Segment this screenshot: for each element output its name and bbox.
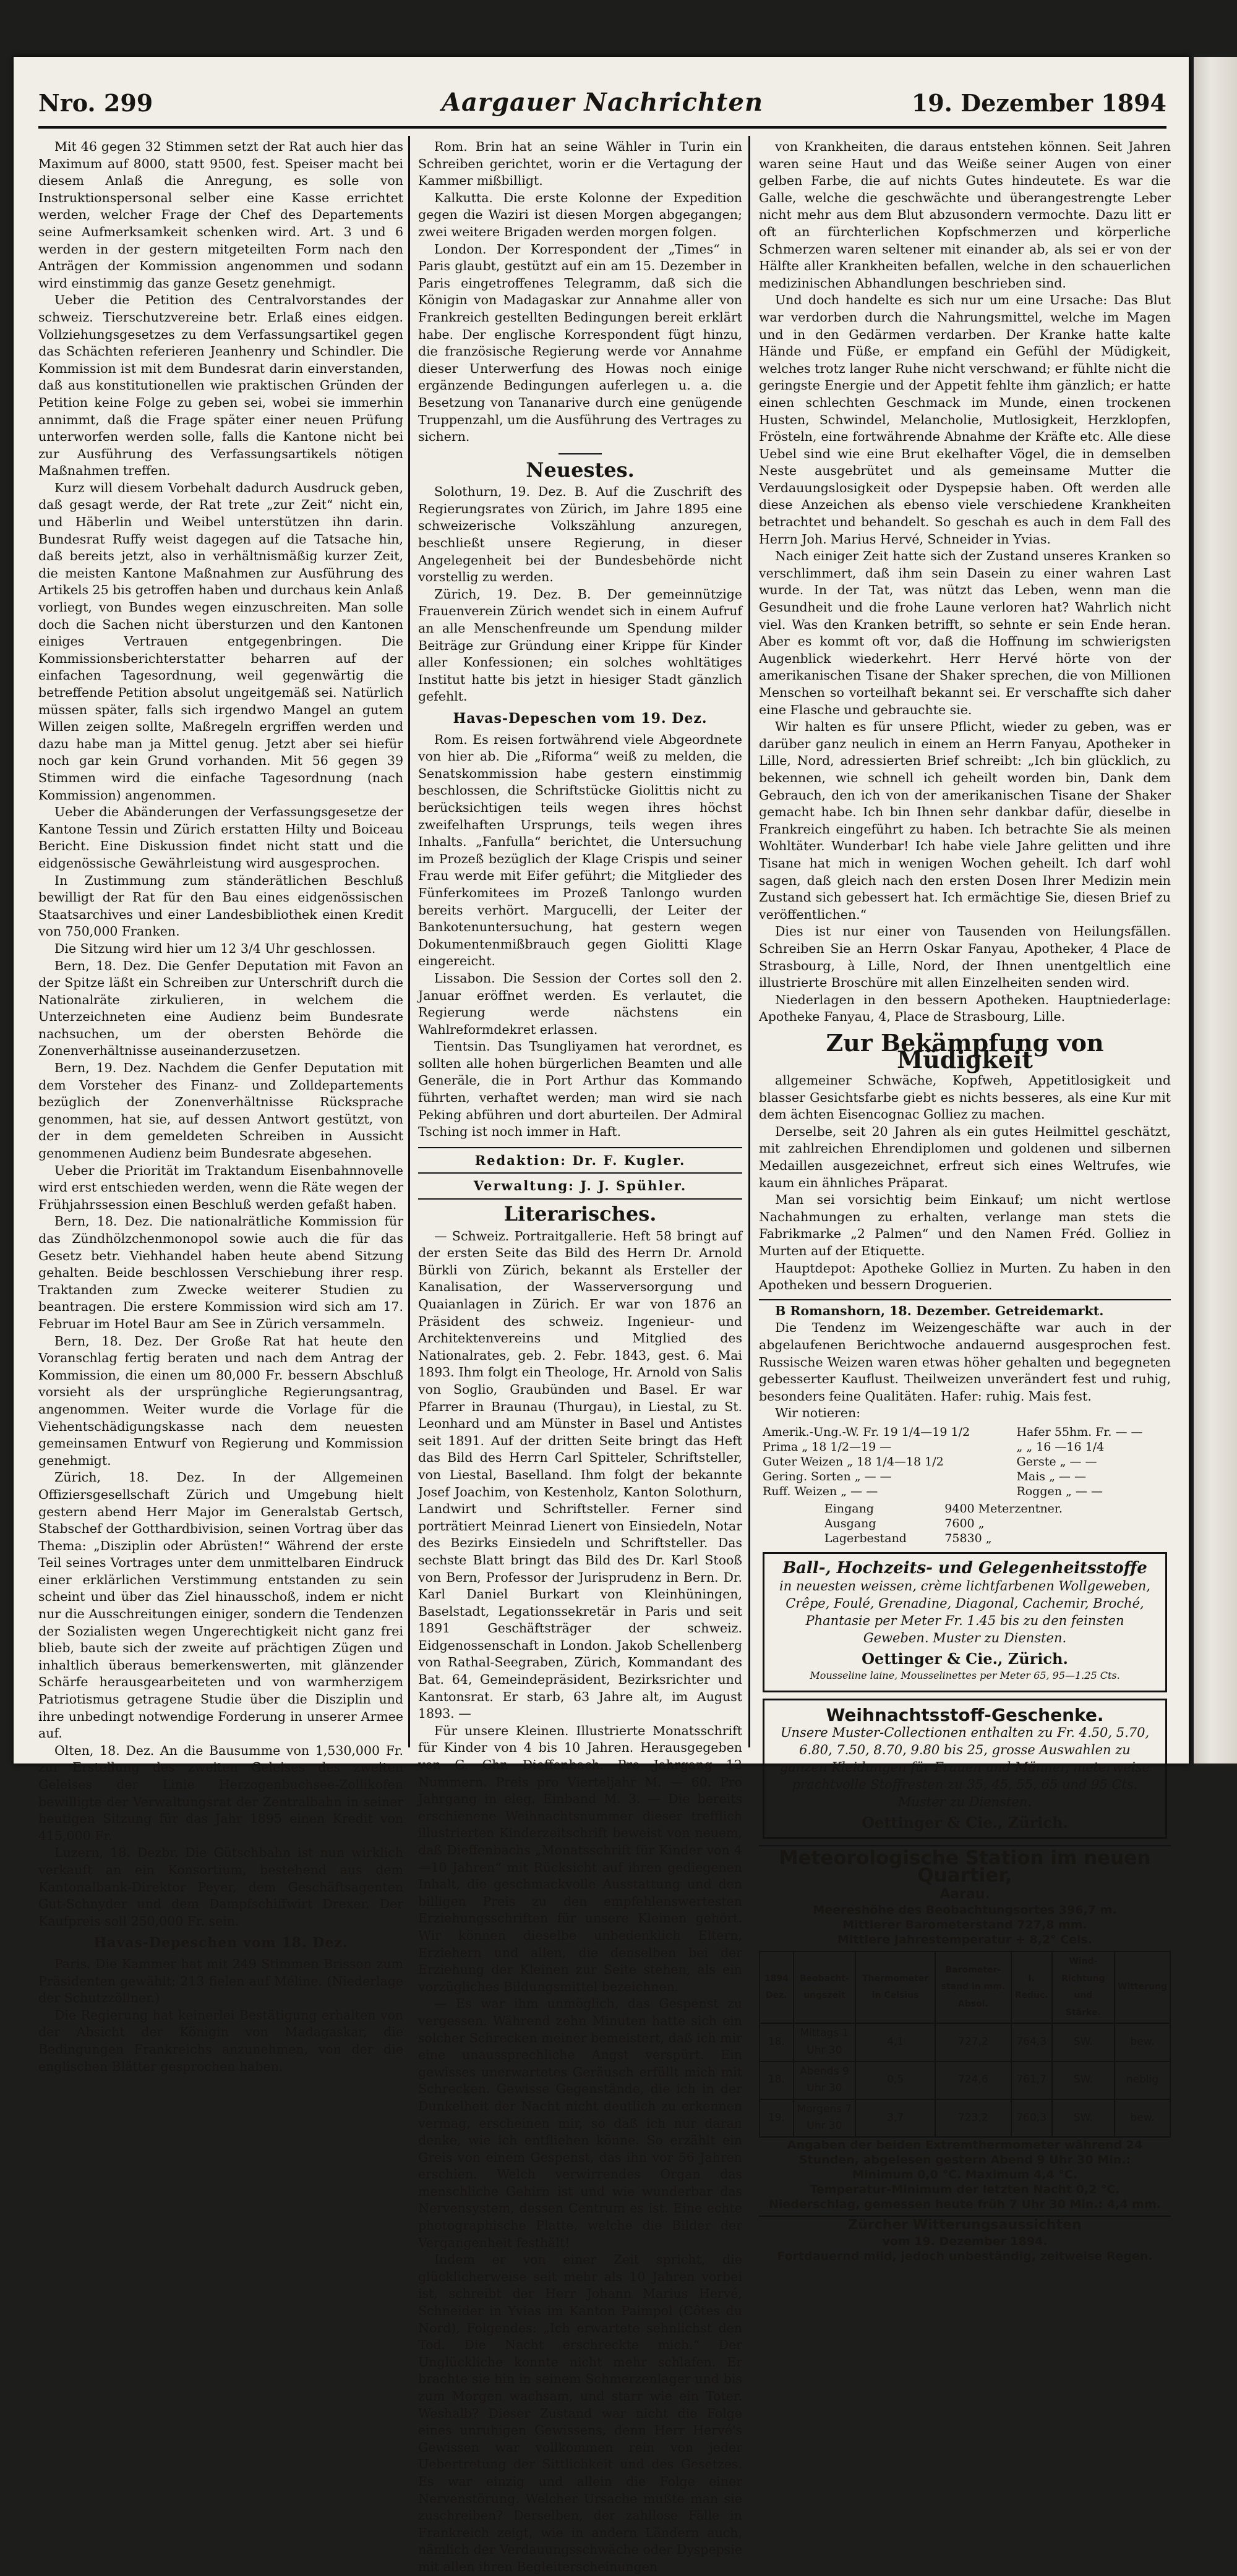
weather-station-title: Meteorologische Station im neuen Quartier, bbox=[779, 1847, 1151, 1887]
table-cell: SW. bbox=[1052, 2023, 1115, 2061]
article-paragraph: Wir halten es für unsere Pflicht, wieder zu geben, was er darüber ganz neulich in einem an Herrn Fanyau, Apotheker in Lille, Nord, adressierten Brief schreibt: „Ich bin glücklich, zu bekennen, wie schnell ich geheilt worden bin, Dank dem Gebrauch, den ich von der amerikanischen Tisane der Shaker gemacht habe. Ich bin Ihnen sehr dankbar dafür, dieselbe in Frankreich eingeführt zu haben. Ich betrachte Sie als meinen Wohltäter. Wunderbar! Ich habe viele Jahre gelitten und ihre Tisane hat mich in wenigen Wochen geheilt. Ich darf wohl sagen, daß gleich nach den ersten Dosen Ihrer Medizin mein Zustand sich gebessert hat. Ich ermächtige Sie, diesen Brief zu veröffentlichen.“ bbox=[759, 719, 1171, 922]
havas-18-heading: Havas-Depeschen vom 18. Dez. bbox=[93, 1935, 348, 1951]
price-cell: Prima „ 18 1/2—19 — bbox=[763, 1439, 892, 1454]
table-row bbox=[821, 1501, 1109, 1516]
column-header: Witterung bbox=[1115, 1951, 1170, 2023]
article-paragraph: von Krankheiten, die daraus entstehen können. Seit Jahren waren seine Haut und das Weiße seiner Augen von einer gelben Farbe, die auf nichts Gutes hindeutete. Es war die Galle, welche die geschwächte und überangestrengte Leber nicht mehr aus dem Blut abzusondern vermochte. Dazu litt er oft an fürchterlichen Kopfschmerzen und körperliche Schmerzen waren seltener mit einander ab, als sei er von der Hälfte aller Krankheiten befallen, welche in den schauerlichen medizinischen Abhandlungen beschrieben sind. bbox=[759, 139, 1171, 291]
traffic-label: Lagerbestand bbox=[824, 1531, 907, 1545]
table-cell: 760,3 bbox=[1011, 2099, 1052, 2137]
ballstoffe-ad bbox=[763, 1552, 1167, 1692]
ad-paragraph: allgemeiner Schwäche, Kopfweh, Appetitlosigkeit und blasser Gesichtsfarbe giebt es nichts besseres, als eine Kur mit dem ächten Eisencognac Golliez zu machen. bbox=[759, 1073, 1171, 1122]
header-rule bbox=[38, 126, 1166, 129]
column-divider bbox=[748, 136, 750, 1747]
extremes-line: Angaben der beiden Extremthermometer während 24 Stunden, abgelesen gestern Abend 9 Uhr 30 Min.: bbox=[787, 2138, 1143, 2167]
article-paragraph: Zürich, 18. Dez. In der Allgemeinen Offiziersgesellschaft Zürich und Umgebung hielt gestern abend Herr Major im Generalstab Gertsch, Stabschef der Gotthardbivision, seinen Vortrag über das Thema: „Disziplin oder Abrüsten!“ Während der erste Teil seines Vortrages unter dem unmittelbaren Eindruck einer erklärlichen Verstimmung entstanden zu sein scheint und über das Ziel hinausschoß, indem er nicht nur die Ausschreitungen einiger, sondern die Tendenzen der Sozialisten wegen Ungerechtigkeit nicht ganz frei blieb, baute sich der zweite auf prächtigen Zügen und inhaltlich überaus bemerkenswerten, mit glänzender Schärfe herausgearbeiteten und von warmherzigem Patriotismus getragene Studie über die Disziplin und ihre unbedingt notwendige Forderung in unserer Armee auf. bbox=[38, 1470, 403, 1741]
ad-signature: Oettinger & Cie., Zürich. bbox=[862, 1649, 1068, 1668]
newspaper-page bbox=[14, 57, 1189, 2574]
table-row bbox=[760, 2062, 1170, 2099]
grain-market bbox=[759, 1299, 1171, 1546]
table-cell: 19. bbox=[760, 2099, 794, 2137]
article-paragraph: In Zustimmung zum ständerätlichen Beschluß bewilligt der Rat für den Bau eines eidgenössischen Staatsarchives und einer Landesbibliothek einen Kredit von 750,000 Franken. bbox=[38, 872, 403, 939]
article-paragraph: Die Sitzung wird hier um 12 3/4 Uhr geschlossen. bbox=[54, 940, 376, 956]
article-paragraph: Und doch handelte es sich nur um eine Ursache: Das Blut war verdorben durch die Nahrungsmittel, welche im Magen und in den Gedärmen verdarben. Der Kranke hatte kalte Hände und Füße, er empfand ein Gefühl der Müdigkeit, welches trotz langer Ruhe nicht verschwand; er fühlte nicht die geringste Energie und der Appetit fehlte ihm gänzlich; er hatte einen schlechten Geschmack im Munde, einen trockenen Husten, Schwindel, Melancholie, Mutlosigkeit, Herzklopfen, Frösteln, eine fortwährende Abnahme der Kräfte etc. Alle diese Uebel sind wie eine Brut ekelhafter Vögel, die in demselben Neste ausgebrütet und als gemeinsame Mutter die Verdauungslosigkeit oder Dyspepsie haben. Oft werden alle diese Anzeichen als ebenso viele verschiedene Krankheiten betrachtet und behandelt. So geschah es auch in dem Fall des Herrn Joh. Marius Hervé, Schneider in Yvias. bbox=[759, 292, 1171, 547]
ad-body: Unsere Muster-Collectionen enthalten zu Fr. 4.50, 5.70, 6.80, 7.50, 8.70, 9.80 bis 25, grosse Auswahlen zu ganzen Kleidungen für Frauen und Männer, meterweise prachtvolle Stoffresten zu 35, 45, 55, 65 und 95 Cts. Muster zu Diensten. bbox=[780, 1725, 1150, 1809]
table-cell: Morgens 7 Uhr 30 bbox=[794, 2099, 855, 2137]
column-header: Beobacht-ungszeit bbox=[794, 1951, 855, 2023]
table-row bbox=[760, 2099, 1170, 2137]
ad-signature: Oettinger & Cie., Zürich. bbox=[862, 1813, 1068, 1832]
forecast-title: Zürcher Witterungsaussichten bbox=[848, 2217, 1082, 2233]
article-paragraph: — Schweiz. Portraitgallerie. Heft 58 bringt auf der ersten Seite das Bild des Herrn Dr. Arnold Bürkli von Zürich, bekannt als Ersteller der Kanalisation, der Wasserversorgung und Quaianlagen in Zürich. Er war von 1876 an Präsident des schweiz. Ingenieur- und Architektenvereins und Mitglied des Nationalrates, geb. 2. Febr. 1843, gest. 6. Mai 1893. Ihm folgt ein Theologe, Hr. Arnold von Salis von Soglio, Graubünden und Basel. Er war Pfarrer in Braunau (Thurgau), in Liestal, zu St. Leonhard und am Münster in Basel und Antistes seit 1891. Auf der dritten Seite bringt das Heft das Bild des Herrn Carl Spitteler, Schriftsteller, von Liestal, Baselland. Ihm folgt der bekannte Josef Joachim, von Kestenholz, Kanton Solothurn, Landwirt und Schriftsteller. Ferner sind porträtiert Meinrad Lienert von Einsiedeln, Notar des Bezirks Einsiedeln und Schriftsteller. Das sechste Blatt bringt das Bild des Dr. Karl Stooß von Bern, Professor der Jurisprudenz in Bern. Dr. Karl Daniel Burkart von Kleinhüningen, Baselstadt, Legationssekretär in Paris und seit 1891 Geschäftsträger der schweiz. Eidgenossenschaft in London. Jakob Schellenberg von Rathal-Seegraben, Zürich, Kommandant des Bat. 64, Gemeindepräsident, Bezirksrichter und Kantonsrat. Er starb, 63 Jahre alt, im August 1893. — bbox=[418, 1228, 742, 1721]
column-header: Thermometer in Celsius bbox=[855, 1951, 935, 2023]
section-rule bbox=[559, 453, 602, 454]
table-cell: 18. bbox=[760, 2023, 794, 2061]
masthead: Aargauer Nachrichten bbox=[441, 88, 764, 117]
article-paragraph: Kurz will diesem Vorbehalt dadurch Ausdruck geben, daß gesagt werde, der Rat trete „zur Zeit“ nicht ein, und Häberlin und Weibel unterstützen ihn darin. Bundesrat Ruffy weist dagegen auf die Tatsache hin, daß bereits jetzt, also in verhältnismäßig kurzer Zeit, die meisten Kantone Maßnahmen zur Ausführung des Artikels 25 bis getroffen haben und durchaus kein Anlaß vorliegt, von Bundes wegen einzuschreiten. Man solle doch die Sachen nicht übersturzen und den Kantonen einiges Vertrauen entgegenbringen. Die Kommissionsberichterstatter beharren auf der einfachen Tagesordnung, weil gegenwärtig die betreffende Petition absolut ungeitgemäß sei. Natürlich müssen später, falls sich irgendwo Mangel an gutem Willen zeigen sollte, Maßregeln ergriffen werden und dazu habe man ja Mittel genug. Jetzt aber sei hiefür noch gar kein Grund vorhanden. Mit 56 gegen 39 Stimmen wird die einfache Tagesordnung (nach Kommission) angenommen. bbox=[38, 480, 403, 803]
table-cell: 4,1 bbox=[855, 2023, 935, 2061]
column-1 bbox=[38, 139, 403, 2074]
table-cell: 764,3 bbox=[1011, 2023, 1052, 2061]
extremes-line: Niederschlag, gemessen heute früh 7 Uhr 30 Min.: 4,4 mm. bbox=[769, 2198, 1161, 2212]
binding-edge bbox=[1194, 57, 1237, 1764]
administration-line: Verwaltung: J. J. Spühler. bbox=[418, 1174, 742, 1200]
forecast-date: vom 19. Dezember 1894. bbox=[882, 2234, 1048, 2248]
wheat-price-table bbox=[759, 1425, 1171, 1499]
station-info-line: Meereshöhe des Beobachtungsortes 396,7 m. bbox=[813, 1903, 1117, 1917]
article-paragraph: Rom. Brin hat an seine Wähler in Turin ein Schreiben gerichtet, worin er die Vertagung der Kammer mißbilligt. bbox=[418, 139, 742, 189]
article-paragraph: Die Regierung hat keinerlei Bestätigung erhalten von der Absicht der Königin von Madagaskar, die Bedingungen Frankreichs anzunehmen, von der die englischen Blätter gesprochen haben. bbox=[38, 2007, 403, 2074]
article-paragraph: Indem er von einer Zeit spricht, die glücklicherweise seit mehr als 10 Jahren vorbei ist, schreibt der Herr Johann Marius Hervé, Schneider in Yvias im Kanton Paimpol (Côtes du Nord), Folgendes: „Ich erwartete sehnlichst den Tod. Die Nacht erschreckte mich.“ Der Unglückliche konnte nicht mehr schlafen. Er brachte sie hin in seinem Schmerzenlager und bis zum Morgen wachsam, und starr wie ein Toter. Weshalb? Dieser Zustand war nicht die Folge eines unruhigen Gewissens, denn Herr Hervé's Gewissen war vollkommen rein von jeder Uebertretung der Sittlichkeit und des Gesetzes. Es war einzig und allein die Folge einer Nervenstörung. Welcher Ursache mußte man sie zuschreiben? Derselben, der zahllose Fälle in Frankreich zeigt, wie in andern Ländern auch, nämlich der Verdauungsschwäche oder Dyspepsie mit allen ihren Begleiterscheinungen bbox=[418, 2252, 742, 2574]
table-row bbox=[821, 1516, 1109, 1531]
table-cell: bew. bbox=[1115, 2023, 1170, 2061]
article-paragraph: Ueber die Priorität im Traktandum Eisenbahnnovelle wird erst entschieden werden, wenn die Räte wegen der Frühjahrssession einen Beschluß werden gefaßt haben. bbox=[38, 1162, 403, 1212]
column-divider bbox=[408, 136, 410, 1747]
article-paragraph: Rom. Es reisen fortwährend viele Abgeordnete von hier ab. Die „Riforma“ weiß zu melden, die Senatskommission habe gestern einstimmig beschlossen, die Schriftstücke Giolittis nicht zu berücksichtigen teils wegen ihres höchst zweifelhaften Ursprungs, teils wegen ihres Inhalts. „Fanfulla“ berichtet, die Untersuchung im Prozeß bezüglich der Klage Crispis und seiner Frau werde mit Eifer geführt; die Mitglieder des Fünferkomitees im Prozeß Tanlongo wurden bereits verhört. Margucelli, der Leiter der Bankotenuntersuchung, hat gestern wegen Dokumentenmißbrauch gegen Giolitti Klage eingereicht. bbox=[418, 731, 742, 969]
ad-paragraph: Man sei vorsichtig beim Einkauf; um nicht wertlose Nachahmungen zu erhalten, verlange man stets die Fabrikmarke „2 Palmen“ und den Namen Fréd. Golliez in Murten auf der Etiquette. bbox=[759, 1192, 1171, 1258]
ad-title: Ball-, Hochzeits- und Gelegenheitsstoffe bbox=[782, 1558, 1147, 1577]
traffic-value: 75830 „ bbox=[944, 1531, 992, 1545]
article-paragraph: — Es war ihm unmöglich, das Gespenst zu vergessen. Während zehn Minuten hatte sich ein solcher Schrecken meiner bemeistert, daß ich mir eine unaussprechliche Angst verspürt. Ein gewisses unerwartetes Geräusch erfüllt mich mit Schrecken. Gewisse Gegenstände, die ich in der Dunkelheit der Nacht nicht deutlich zu erkennen vermag, erscheinen mir, so daß ich nur daran denke, wie ich entfliehen könne. So erzählt ein Greis von einem Gespenst, das ihn vor 56 Jahren erschien. Welch verwirrendes Organ das menschliche Gehirn ist und wie wunderbar das Nervensystem, dessen Centrum es ist. Eine echte photographische Platte, welche die Bilder der Vergangenheit festhält! bbox=[418, 1996, 742, 2250]
table-cell: bew. bbox=[1115, 2099, 1170, 2137]
price-cell: Gerste „ — — bbox=[1016, 1454, 1097, 1469]
col1-body bbox=[38, 139, 403, 1930]
article-paragraph: Paris. Die Kammer hat mit 249 Stimmen Brisson zum Präsidenten gewählt; 213 fielen auf Méline. (Niederlage der Schutzzöllner.) bbox=[38, 1956, 403, 2006]
article-paragraph: Zürich, 19. Dez. B. Der gemeinnützige Frauenverein Zürich wendet sich in einem Aufruf an alle Menschenfreunde um Spendung milder Beiträge zur Gründung einer Krippe für Kinder aller Konfessionen; ein solches wohltätiges Institut hatte bis jetzt in hiesiger Stadt gänzlich gefehlt. bbox=[418, 586, 742, 704]
imprint bbox=[418, 1147, 742, 1200]
table-row bbox=[759, 1454, 1171, 1469]
article-paragraph: Nach einiger Zeit hatte sich der Zustand unseres Kranken so verschlimmert, daß ihm sein Dasein zu einer wahren Last wurde. In der Tat, was nützt das Leben, wenn man die Gesundheit und die frohe Laune verloren hat? Wahrlich nicht viel. Was den Kranken betrifft, so sehnte er sein Ende heran. Aber es kommt oft vor, daß die Hoffnung im schwierigsten Augenblick wiederkehrt. Herr Hervé hörte von der amerikanischen Tisane der Shaker sprechen, die von Millionen Menschen so vorteilhaft bekannt sei. Er verschaffte sich daher eine Flasche und gebrauchte sie. bbox=[759, 548, 1171, 717]
literarisches-heading: Literarisches. bbox=[503, 1202, 657, 1226]
page-header bbox=[38, 83, 1166, 126]
table-cell: 727,2 bbox=[935, 2023, 1011, 2061]
table-cell: SW. bbox=[1052, 2099, 1115, 2137]
column-header: 1894 Dez. bbox=[760, 1951, 794, 2023]
article-paragraph: Niederlagen in den bessern Apotheken. Hauptniederlage: Apotheke Fanyau, 4, Place de Strasbourg, Lille. bbox=[759, 992, 1171, 1025]
traffic-label: Eingang bbox=[824, 1501, 874, 1516]
column-header: I. Reduc. bbox=[1011, 1951, 1052, 2023]
article-paragraph: Ueber die Abänderungen der Verfassungsgesetze der Kantone Tessin und Zürich erstatten Hilty und Boiceau Bericht. Eine Diskussion findet nicht statt und die eidgenössische Gewährleistung wird ausgesprochen. bbox=[38, 804, 403, 871]
forecast-text: Fortdauernd mild, jedoch unbeständig, zeitweise Regen. bbox=[777, 2249, 1153, 2263]
weather-station bbox=[759, 1845, 1171, 2263]
table-row bbox=[759, 1469, 1171, 1484]
price-cell: Ruff. Weizen „ — — bbox=[763, 1484, 878, 1498]
article-paragraph: Kalkutta. Die erste Kolonne der Expedition gegen die Waziri ist diesen Morgen abgegangen; zwei weitere Brigaden werden morgen folgen. bbox=[418, 190, 742, 239]
price-cell: Hafer 55hm. Fr. — — bbox=[1016, 1425, 1143, 1439]
table-header-row bbox=[760, 1951, 1170, 2023]
article-paragraph: Bern, 18. Dez. Der Große Rat hat heute den Voranschlag fertig beraten und nach dem Antrag der Kommission, die einen um 80,000 Fr. bessern Abschluß vorsieht als der ursprüngliche Regierungsantrag, angenommen. Weiter wurde die Vorlage für die Viehentschädigungskasse nach dem neuesten gemeinsamen Entwurf von Regierung und Kommission genehmigt. bbox=[38, 1333, 403, 1468]
table-cell: 761,7 bbox=[1011, 2062, 1052, 2099]
table-cell: SW. bbox=[1052, 2062, 1115, 2099]
table-cell: neblig bbox=[1115, 2062, 1170, 2099]
price-cell: Roggen „ — — bbox=[1016, 1484, 1103, 1498]
price-cell: Amerik.-Ung.-W. Fr. 19 1/4—19 1/2 bbox=[763, 1425, 970, 1439]
table-cell: 18. bbox=[760, 2062, 794, 2099]
article-paragraph: Bern, 18. Dez. Die Genfer Deputation mit Favon an der Spitze läßt ein Schreiben zur Unterschrift durch die Nationalräte zirkulieren, in welchem die Unterzeichneten eine Audienz beim Bundesrate nachsuchen, um der obersten Behörde die Zonenverhältnisse auseinanderzusetzen. bbox=[38, 958, 403, 1059]
traffic-value: 7600 „ bbox=[944, 1516, 985, 1530]
table-cell: 3,7 bbox=[855, 2099, 935, 2137]
column-3 bbox=[759, 139, 1171, 2263]
price-cell: Guter Weizen „ 18 1/4—18 1/2 bbox=[763, 1454, 944, 1469]
column-header: Barometer-stand in mm. Absol. bbox=[935, 1951, 1011, 2023]
table-cell: 723,2 bbox=[935, 2099, 1011, 2137]
article-paragraph: Bern, 19. Dez. Nachdem die Genfer Deputation mit dem Vorsteher des Finanz- und Zolldepartements bezüglich der Zonenverhältnisse Rücksprache genommen, hat sie, auf dessen Antwort gestützt, von der in dem gemeldeten Schreiben in Aussicht genommenen Audienz beim Bundesrate abgesehen. bbox=[38, 1060, 403, 1161]
weather-station-place: Aarau. bbox=[940, 1886, 990, 1902]
table-cell: 724,6 bbox=[935, 2062, 1011, 2099]
table-row bbox=[759, 1439, 1171, 1454]
ad-footnote: Mousseline laine, Mousselinettes per Meter 65, 95—1.25 Cts. bbox=[810, 1670, 1120, 1682]
weihnachtsstoff-ad bbox=[763, 1699, 1167, 1839]
price-cell: Gering. Sorten „ — — bbox=[763, 1469, 892, 1483]
station-info-line: Mittlere Jahrestemperatur + 8,2° Cels. bbox=[837, 1933, 1093, 1947]
traffic-table bbox=[821, 1501, 1109, 1546]
article-paragraph: Luzern, 18. Dezbr. Die Gütschbahn ist nun wirklich verkauft an ein Konsortium, bestehend aus dem Kantonalbank-Direktor Peyer, dem Geschäftsagenten Gut-Schnyder und dem Dampfschiffwirt Drexer. Der Kaufpreis soll 250,000 Fr. sein. bbox=[38, 1845, 403, 1929]
page-number: Nro. 299 bbox=[38, 89, 153, 117]
market-notes-label: Wir notieren: bbox=[775, 1405, 861, 1421]
article-paragraph: Ueber die Petition des Centralvorstandes der schweiz. Tierschutzvereine betr. Erlaß eines eidgen. Vollziehungsgesetzes zu dem Verfassungsartikel gegen das Schächten referieren Jeanhenry und Schindler. Die Kommission ist mit dem Bundesrat darin einverstanden, daß aus konstitutionellen wie praktischen Gründen der Petition keine Folge zu geben sei, wobei sie immerhin annimmt, daß die Frage später einer neuen Prüfung unterworfen werden solle, falls die Kantone nicht bei zur Ausführung des Verfassungsartikels nötigen Maßnahmen treffen. bbox=[38, 292, 403, 479]
issue-date: 19. Dezember 1894 bbox=[911, 89, 1166, 117]
article-paragraph: Mit 46 gegen 32 Stimmen setzt der Rat auch hier das Maximum auf 8000, statt 9500, fest. Speiser macht bei diesem Anlaß die Anregung, es solle von Instruktionspersonal selber eine Kasse errichtet werden, welcher Frage der Chef des Departements seine Aufmerksamkeit schenken wird. Art. 3 und 6 werden in der gestern mitgeteilten Form nach den Anträgen der Kommission angenommen und sodann wird einstimmig das ganze Gesetz genehmigt. bbox=[38, 139, 403, 291]
article-paragraph: London. Der Korrespondent der „Times“ in Paris glaubt, gestützt auf ein am 15. Dezember in Paris eingetroffenes Telegramm, daß sich die Königin von Madagaskar zur Annahme aller von Frankreich gestellten Bedingungen bereit erklärt habe. Der englische Korrespondent fügt hinzu, die französische Regierung werde vor Annahme dieser Unterwerfung des Howas noch einige ergänzende Bedingungen auferlegen u. a. die Besetzung von Tananarive durch eine genügende Truppenzahl, um die Ausführung des Vertrages zu sichern. bbox=[418, 241, 742, 445]
article-paragraph: Lissabon. Die Session der Cortes soll den 2. Januar eröffnet werden. Es verlautet, die Regierung werde nächstens ein Wahlreformdekret erlassen. bbox=[418, 970, 742, 1037]
article-paragraph: Dies ist nur einer von Tausenden von Heilungsfällen. Schreiben Sie an Herrn Oskar Fanyau, Apotheker, 4 Place de Strasbourg, à Lille, Nord, der Ihnen unentgeltlich eine illustrierte Broschüre mit allen Einzelheiten senden wird. bbox=[759, 924, 1171, 991]
ad-title: Weihnachtsstoff-Geschenke. bbox=[826, 1705, 1104, 1726]
ad-body: in neuesten weissen, crème lichtfarbenen Wollgeweben, Crêpe, Foulé, Grenadine, Diagonal, Cachemir, Broché, Phantasie per Meter Fr. 1.45 bis zu den feinsten Geweben. Muster zu Diensten. bbox=[779, 1578, 1150, 1645]
column-header: Wind-Richtung und Stärke. bbox=[1052, 1951, 1115, 2023]
extremes-line: Minimum 0,0 °C. Maximum 4,4 °C. bbox=[852, 2168, 1077, 2182]
article-paragraph: Olten, 18. Dez. An die Bausumme von 1,530,000 Fr. zur Erstellung des zweiten Geleises des zweiten Geleises der Linie Herzogenbuchsee-Zollikofen bewilligte der Verwaltungsrat der Zentralbahn in seiner heutigen Sitzung für das Jahr 1895 einen Kredit von 415,000 Fr. bbox=[38, 1742, 403, 1843]
market-paragraph: Die Tendenz im Weizengeschäfte war auch in der abgelaufenen Berichtwoche andauernd ausgesprochen fest. Russische Weizen waren etwas höher gehalten und begegneten gebesserter Kauflust. Theilweizen unverändert fest und ruhig, besonders feine Qualitäten. Hafer: ruhig. Mais fest. bbox=[759, 1320, 1171, 1404]
golliez-ad-heading: Zur Bekämpfung von Müdigkeit bbox=[826, 1028, 1104, 1074]
article-paragraph: Solothurn, 19. Dez. B. Auf die Zuschrift des Regierungsrates von Zürich, im Jahre 1895 eine schweizerische Volkszählung anzuregen, beschließt unsere Regierung, in dieser Angelegenheit bei der Bundesbehörde nicht vorstellig zu werden. bbox=[418, 484, 742, 585]
weather-table bbox=[759, 1951, 1171, 2138]
havas-19-heading: Havas-Depeschen vom 19. Dez. bbox=[453, 710, 708, 727]
table-cell: 0,5 bbox=[855, 2062, 935, 2099]
table-cell: Abends 9 Uhr 30 bbox=[794, 2062, 855, 2099]
editor-line: Redaktion: Dr. F. Kugler. bbox=[418, 1147, 742, 1174]
price-cell: „ „ 16 —16 1/4 bbox=[1016, 1439, 1105, 1454]
price-cell: Mais „ — — bbox=[1016, 1469, 1087, 1483]
station-info-line: Mittlerer Barometerstand 727,8 mm. bbox=[842, 1918, 1087, 1932]
article-paragraph: Tientsin. Das Tsungliyamen hat verordnet, es sollten alle hohen bürgerlichen Beamten und alle Generäle, die in Port Arthur das Kommando führten, verhaftet werden; man wird sie nach Peking abführen und dort aburteilen. Der Admiral Tsching ist noch immer in Haft. bbox=[418, 1039, 742, 1140]
article-paragraph: Für unsere Kleinen. Illustrierte Monatsschrift für Kinder von 4 bis 10 Jahren. Herausgegeben von G. Chr. Dieffenbach. Pro Jahrgang 12 Nummern. Preis pro Vierteljahr M. — 60. Pro Jahrgang in eleg. Einband M. 3. — Die bereits erschienene Weihnachtsnummer dieser trefflich illustrierten Kinderzeitschrift beweist von neuem, daß Dieffenbachs „Monatsschrift für Kinder von 4—10 Jahren“ mit Rücksicht auf ihren gediegenen Inhalt, die geschmackvolle Ausstattung und den billigen Preis zu den empfehlenswertesten Erziehungsschriften für unsere Kleinen gehört. Wir können dieselbe unbedenklich Eltern, Erziehern und allen, die denselben bei der Erziehung der Kleinen zur Seite stehen, als ein vorzügliches Bildungsmittel bezeichnen. bbox=[418, 1723, 742, 1994]
table-cell: Mittags 1 Uhr 30 bbox=[794, 2023, 855, 2061]
neuestes-heading: Neuestes. bbox=[526, 458, 635, 482]
table-row bbox=[760, 2023, 1170, 2061]
article-paragraph: Bern, 18. Dez. Die nationalrätliche Kommission für das Zündhölzchenmonopol sowie auch die für das Gesetz betr. Viehhandel haben heute abend Sitzung gehalten. Beide beschlossen Verschiebung ihrer resp. Traktanden zum Zwecke weiterer Studien zu beantragen. Die erstere Kommission wird sich am 17. Februar im Hotel Baur am See in Zürich versammeln. bbox=[38, 1214, 403, 1331]
market-heading: B Romanshorn, 18. Dezember. Getreidemarkt. bbox=[775, 1303, 1104, 1318]
extremes-line: Temperatur-Minimum der letzten Nacht 0,2 °C. bbox=[810, 2183, 1120, 2197]
table-row bbox=[759, 1484, 1171, 1499]
forecast-block bbox=[759, 2216, 1171, 2264]
traffic-value: 9400 Meterzentner. bbox=[944, 1501, 1063, 1516]
traffic-label: Ausgang bbox=[824, 1516, 876, 1530]
table-row bbox=[759, 1425, 1171, 1439]
table-row bbox=[821, 1531, 1109, 1546]
ad-paragraph: Hauptdepot: Apotheke Golliez in Murten. Zu haben in den Apotheken und bessern Droguerien. bbox=[759, 1260, 1171, 1293]
ad-paragraph: Derselbe, seit 20 Jahren als ein gutes Heilmittel geschätzt, mit zahlreichen Ehrendiplomen und goldenen und silbernen Medaillen ausgezeichnet, erfreut sich eines Weltrufes, wie kaum ein ähnliches Präparat. bbox=[759, 1124, 1171, 1190]
column-2 bbox=[418, 139, 742, 2574]
